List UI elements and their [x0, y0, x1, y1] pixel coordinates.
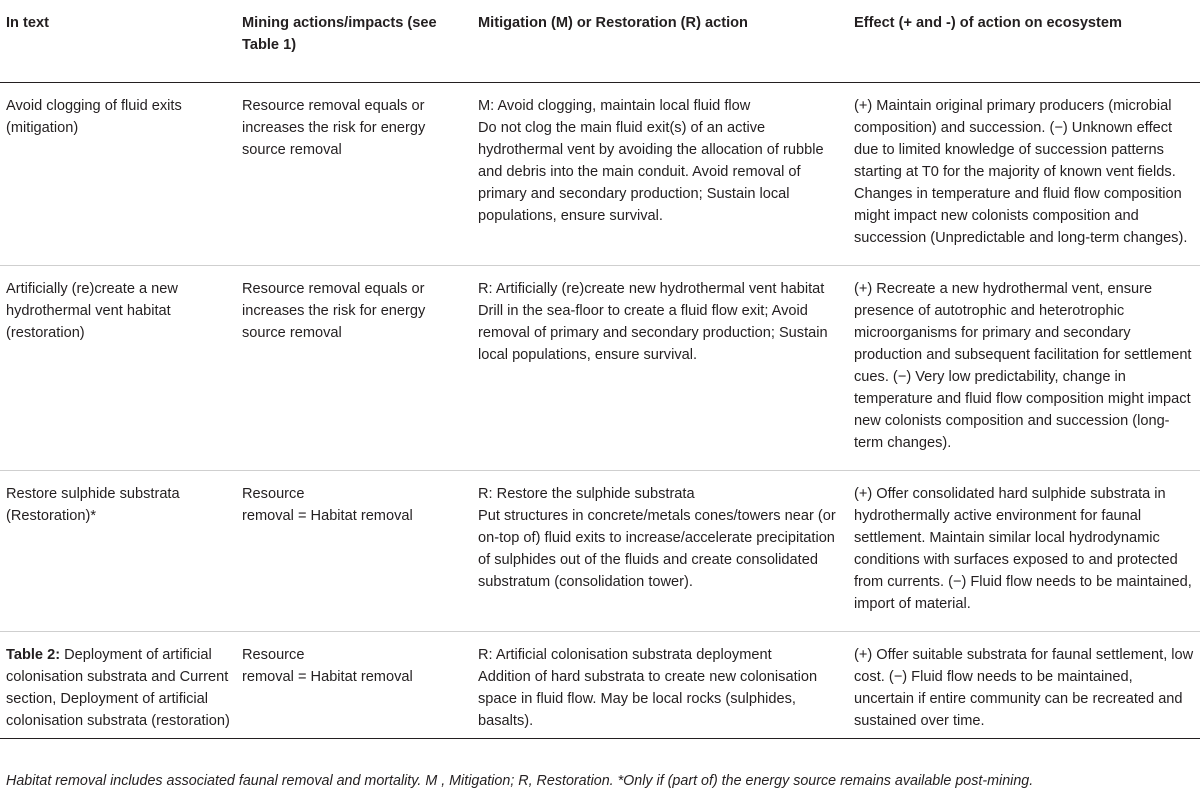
cell-effect: (+) Offer suitable substrata for faunal settlement, low cost. (−) Fluid flow needs to be maintained, uncertain if entire community can be recreated and sustained over time. [854, 647, 1194, 729]
in-text-body: Deployment of artificial colonisation substrata and Current section, Deployment of artificial colonisation substrata (restoration) [6, 647, 230, 729]
cell-impact: Resource removal equals or increases the risk for energy source removal [242, 98, 426, 158]
action-title: R: Artificial colonisation substrata deployment [478, 647, 772, 663]
action-title: R: Artificially (re)create new hydrothermal vent habitat Drill in the sea-floor to create a fluid flow exit; Avoid removal of primary and secondary production; Sustain local populations, ensure survival. [478, 281, 828, 363]
table-reference[interactable]: Table 2: [6, 647, 61, 663]
cell-impact [236, 632, 472, 739]
cell-impact: Resource removal equals or increases the risk for energy source removal [242, 281, 426, 341]
cell-effect: (+) Maintain original primary producers (microbial composition) and succession. (−) Unknown effect due to limited knowledge of succession patterns starting at T0 for the majority of known vent fields. Changes in temperature and fluid flow composition might impact new colonists composition and succession (Unpredictable and long-term changes). [854, 98, 1188, 246]
impact-line: Resource [242, 486, 305, 502]
table-footnote: Habitat removal includes associated faunal removal and mortality. M , Mitigation; R, Restoration. *Only if (part of) the energy source remains available post-mining. [6, 773, 1034, 789]
header-mining-actions: Mining actions/impacts (see Table 1) [242, 15, 437, 53]
cell-in-text: Restore sulphide substrata (Restoration)* [6, 486, 180, 524]
table-row [0, 471, 1200, 632]
cell-in-text: Avoid clogging of fluid exits (mitigation) [6, 98, 182, 136]
table-row [0, 83, 1200, 266]
cell-action [472, 471, 848, 632]
cell-action [472, 83, 848, 266]
cell-in-text: Artificially (re)create a new hydrothermal vent habitat (restoration) [6, 281, 178, 341]
action-title: M: Avoid clogging, maintain local fluid flow [478, 98, 751, 114]
cell-effect: (+) Offer consolidated hard sulphide substrata in hydrothermally active environment for faunal settlement. Maintain similar local hydrodynamic conditions with surfaces exposed to and protected from currents. (−) Fluid flow needs to be maintained, import of material. [854, 486, 1192, 612]
impact-line: Resource [242, 647, 305, 663]
table-header-row [0, 6, 1200, 83]
impact-line: removal = Habitat removal [242, 669, 413, 685]
header-mitigation-restoration: Mitigation (M) or Restoration (R) action [478, 15, 748, 31]
header-in-text: In text [6, 15, 49, 31]
impact-line: removal = Habitat removal [242, 508, 413, 524]
cell-action [472, 632, 848, 739]
cell-impact [236, 471, 472, 632]
table-row [0, 632, 1200, 739]
cell-effect: (+) Recreate a new hydrothermal vent, ensure presence of autotrophic and heterotrophic microorganisms for primary and secondary production and subsequent facilitation for settlement cues. (−) Very low predictability, change in temperature and fluid flow composition might impact new colonists composition and succession (long-term changes). [854, 281, 1192, 451]
data-table [0, 6, 1200, 739]
action-text: Do not clog the main fluid exit(s) of an active hydrothermal vent by avoiding the allocation of rubble and debris into the main conduit. Avoid removal of primary and secondary production; Sustain local populations, ensure survival. [478, 120, 824, 224]
action-text: Put structures in concrete/metals cones/towers near (or on-top of) fluid exits to increase/accelerate precipitation of sulphides out of the fluids and create consolidated substratum (consolidation tower). [478, 508, 836, 590]
cell-action [472, 266, 848, 471]
action-text: Addition of hard substrata to create new colonisation space in fluid flow. May be local rocks (sulphides, basalts). [478, 669, 818, 729]
action-title: R: Restore the sulphide substrata [478, 486, 695, 502]
table-row [0, 266, 1200, 471]
header-effect: Effect (+ and -) of action on ecosystem [854, 15, 1123, 31]
cell-in-text [0, 632, 236, 739]
